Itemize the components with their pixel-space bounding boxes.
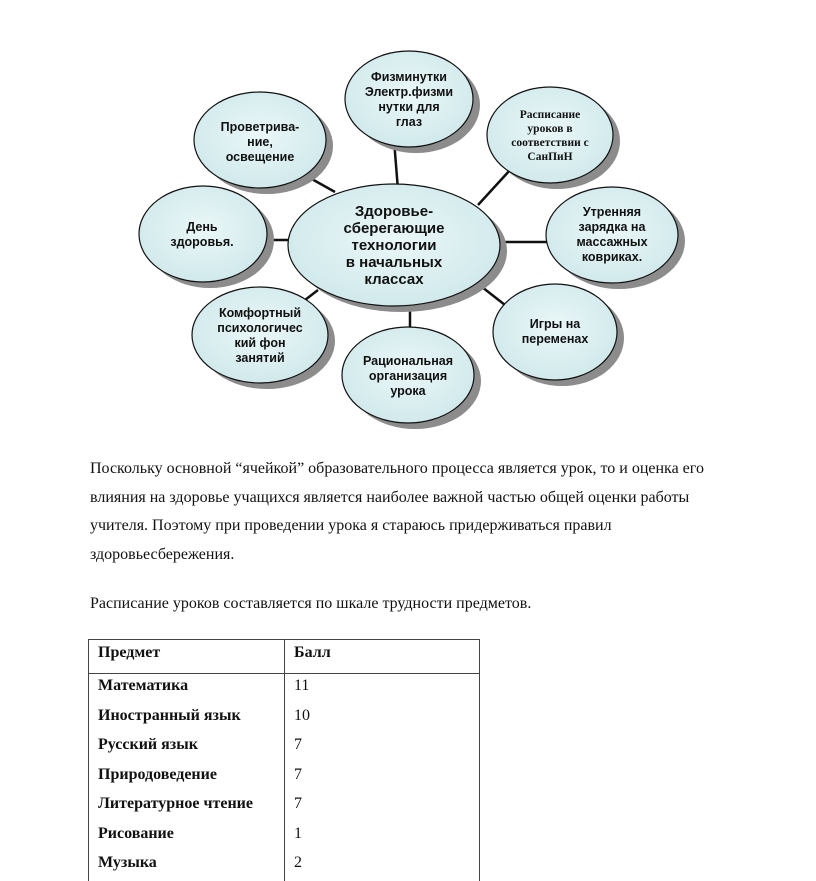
subject-cell: Математика (89, 674, 285, 704)
subject-cell: Музыка (89, 851, 285, 881)
score-cell: 7 (285, 792, 480, 822)
table-row (89, 822, 480, 852)
header-score: Балл (285, 640, 480, 674)
node-label: Игры на переменах (521, 317, 589, 346)
node-label: Комфортный психологичес кий фон занятий (217, 306, 303, 365)
subject-difficulty-table (88, 639, 480, 881)
score-cell: 2 (285, 851, 480, 881)
connector-line (305, 290, 318, 300)
subject-cell: Литературное чтение (89, 792, 285, 822)
center-label: Здоровье- сберегающие технологии в начальных классах (343, 202, 445, 288)
score-cell: 10 (285, 704, 480, 734)
table-row (89, 792, 480, 822)
table-header-row (89, 640, 480, 674)
connector-line (482, 287, 505, 305)
connector-line (478, 170, 510, 205)
score-cell: 7 (285, 763, 480, 793)
node-label: День здоровья. (170, 220, 234, 249)
score-cell: 1 (285, 822, 480, 852)
subject-cell: Русский язык (89, 733, 285, 763)
body-paragraph: Поскольку основной “ячейкой” образовательного процесса является урок, то и оценка его влияния на здоровье учащихся является наиболее важной частью общей оценки работы учителя. Поэтому при проведении урока я стараюсь придерживаться правил здоровьесбережения. (90, 460, 704, 563)
subject-cell: Иностранный язык (89, 704, 285, 734)
subject-cell: Рисование (89, 822, 285, 852)
score-cell: 7 (285, 733, 480, 763)
table-row (89, 704, 480, 734)
schedule-note: Расписание уроков составляется по шкале трудности предметов. (90, 595, 532, 612)
node-label: Утренняя зарядка на массажных ковриках. (576, 205, 648, 264)
connector-line (310, 178, 335, 192)
health-technologies-diagram (0, 0, 816, 440)
subject-cell: Природоведение (89, 763, 285, 793)
table-row (89, 733, 480, 763)
table-row (89, 851, 480, 881)
table-row (89, 674, 480, 704)
node-label: Расписание уроков в соответствии с СанПиН (511, 109, 589, 163)
node-label: Проветрива- ние, освещение (220, 119, 300, 164)
node-label: Рациональная организация урока (362, 353, 454, 398)
score-cell: 11 (285, 674, 480, 704)
table-row (89, 763, 480, 793)
node-label: Физминутки Электр.физми нутки для глаз (364, 70, 454, 129)
header-subject: Предмет (89, 640, 285, 674)
